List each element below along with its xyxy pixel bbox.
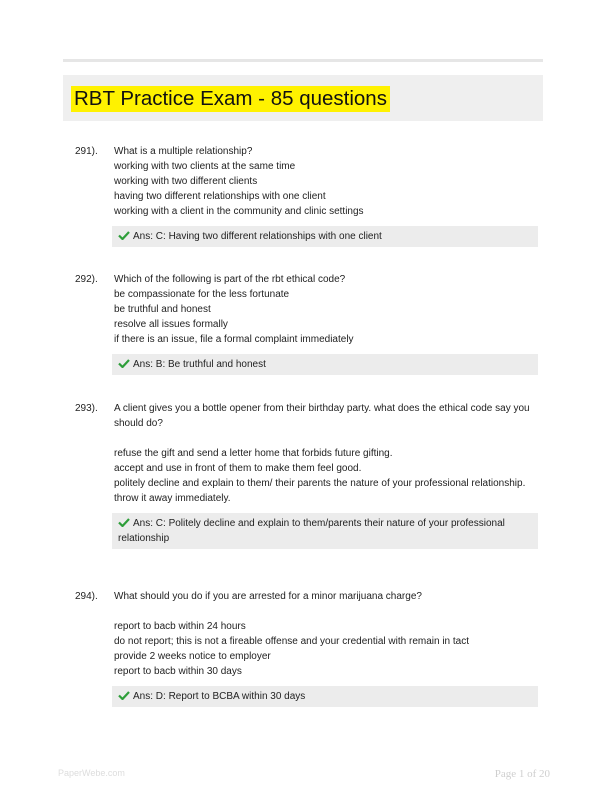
option: be compassionate for the less fortunate (114, 289, 290, 300)
option: refuse the gift and send a letter home that forbids future gifting. (114, 448, 393, 459)
answer-text: Ans: B: Be truthful and honest (133, 359, 266, 370)
option: do not report; this is not a fireable offense and your credential with remain in tact (114, 636, 470, 647)
question-body (114, 589, 534, 707)
question-number: 292). (75, 274, 98, 285)
option: resolve all issues formally (114, 319, 228, 330)
question-text: What is a multiple relationship? (114, 146, 253, 157)
option: working with two clients at the same time (114, 161, 296, 172)
answer-text: Ans: C: Having two different relationships with one client (133, 231, 382, 242)
top-divider (63, 59, 543, 62)
answer-box (112, 354, 538, 375)
question-text: Which of the following is part of the rbt ethical code? (114, 274, 346, 285)
spacer (114, 431, 534, 446)
question-number: 291). (75, 146, 98, 157)
checkmark-icon (118, 359, 130, 368)
option: if there is an issue, file a formal complaint immediately (114, 334, 354, 345)
answer-text: Ans: C: Politely decline and explain to them/parents their nature of your professional relationship (118, 518, 505, 544)
option: working with two different clients (114, 176, 258, 187)
title-bar (63, 75, 543, 121)
answer-box (112, 686, 538, 707)
page-title: RBT Practice Exam - 85 questions (71, 86, 390, 112)
question-number: 294). (75, 591, 98, 602)
watermark: PaperWebe.com (58, 768, 125, 778)
option: accept and use in front of them to make them feel good. (114, 463, 362, 474)
question-body (114, 401, 534, 549)
spacer (114, 604, 534, 619)
question-text: A client gives you a bottle opener from their birthday party. what does the ethical code say you should do? (114, 403, 530, 429)
checkmark-icon (118, 691, 130, 700)
question-body (114, 144, 534, 247)
question-body (114, 272, 534, 375)
option: provide 2 weeks notice to employer (114, 651, 271, 662)
option: report to bacb within 30 days (114, 666, 242, 677)
option: politely decline and explain to them/ their parents the nature of your professional relationship. (114, 478, 526, 489)
option: be truthful and honest (114, 304, 211, 315)
option: throw it away immediately. (114, 493, 231, 504)
checkmark-icon (118, 231, 130, 240)
option: report to bacb within 24 hours (114, 621, 246, 632)
page-indicator: Page 1 of 20 (494, 768, 550, 780)
question-number: 293). (75, 403, 98, 414)
checkmark-icon (118, 518, 130, 527)
option: having two different relationships with one client (114, 191, 326, 202)
answer-box (112, 226, 538, 247)
option: working with a client in the community and clinic settings (114, 206, 364, 217)
answer-text: Ans: D: Report to BCBA within 30 days (133, 691, 306, 702)
answer-box (112, 513, 538, 549)
question-text: What should you do if you are arrested for a minor marijuana charge? (114, 591, 422, 602)
